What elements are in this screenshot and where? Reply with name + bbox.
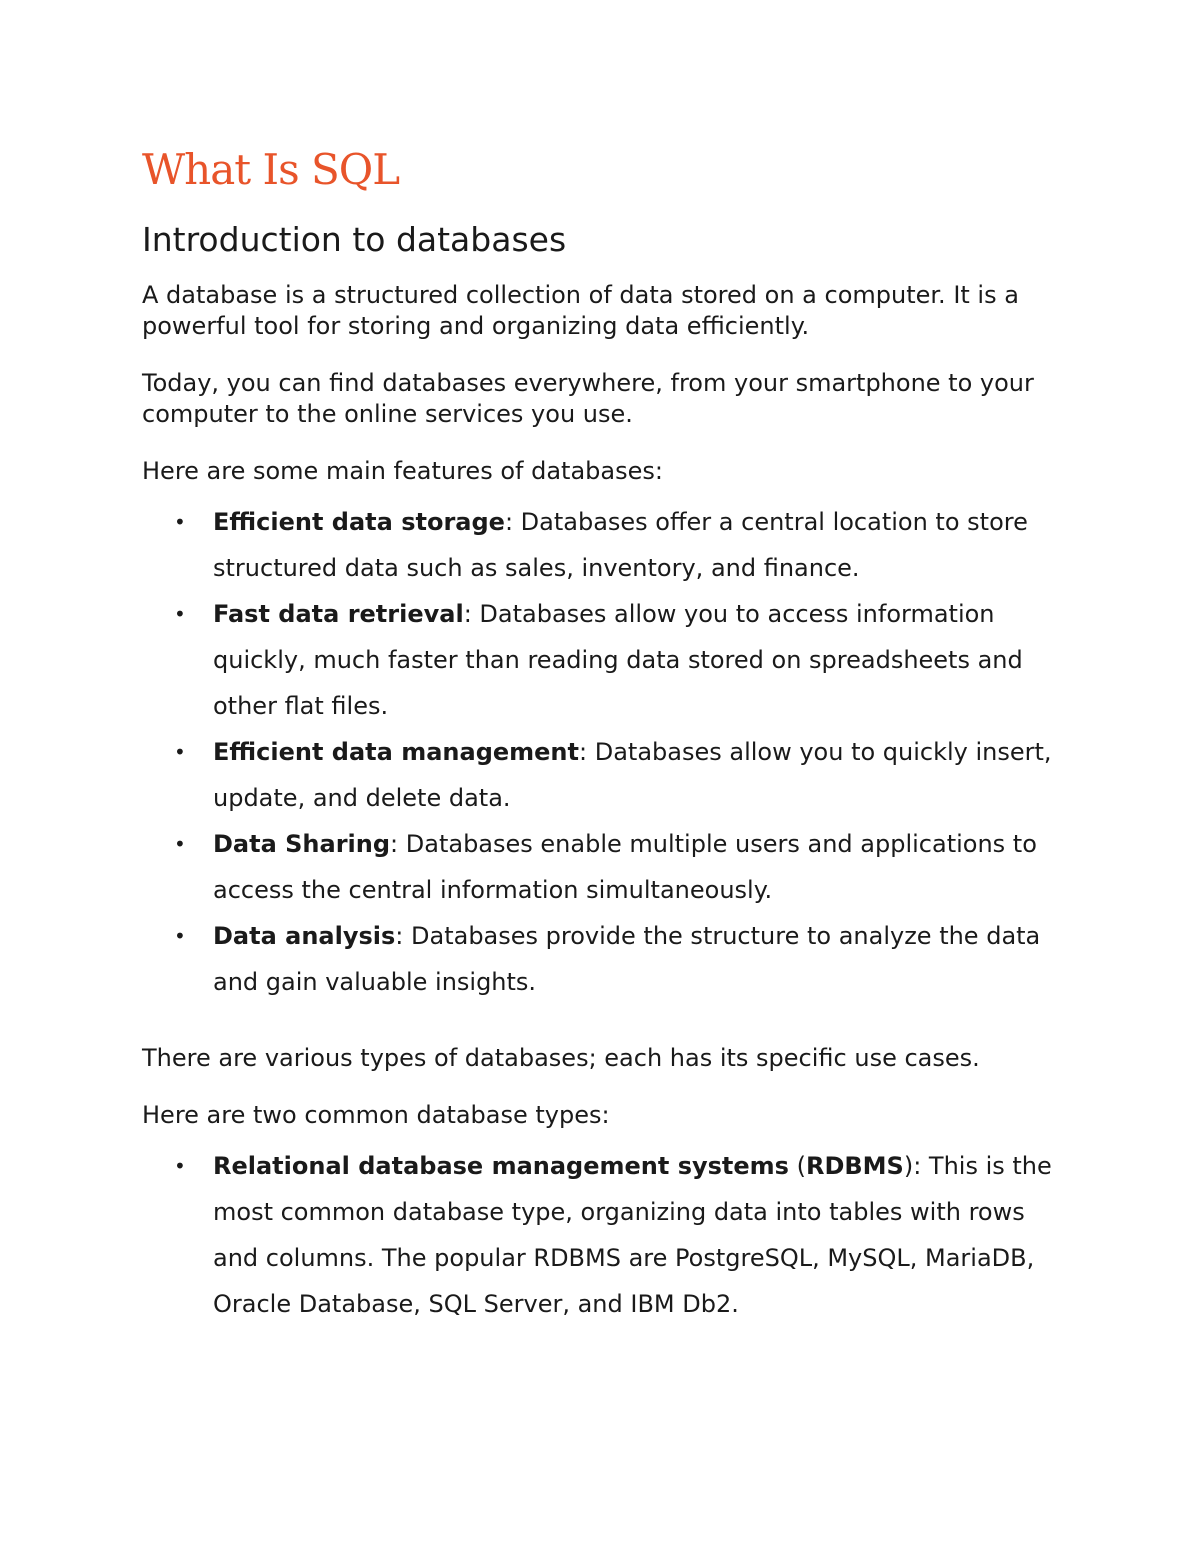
- list-item: [142, 729, 1072, 821]
- feature-text: : Databases offer a central location to store structured data such as sales, inventory, and finance.: [213, 508, 1028, 582]
- feature-text: : Databases provide the structure to analyze the data and gain valuable insights.: [213, 922, 1041, 996]
- feature-text: : Databases allow you to quickly insert, update, and delete data.: [213, 738, 1052, 812]
- list-item: [142, 913, 1072, 1005]
- types-lead: Here are two common database types:: [142, 1101, 610, 1129]
- list-item: [142, 499, 1072, 591]
- type-abbr: RDBMS: [805, 1152, 904, 1180]
- features-lead: Here are some main features of databases:: [142, 457, 663, 485]
- type-term: Relational database management systems: [213, 1152, 789, 1180]
- bullet-icon: •: [174, 924, 186, 948]
- list-item: [142, 821, 1072, 913]
- bullet-icon: •: [174, 832, 186, 856]
- section-heading: Introduction to databases: [142, 220, 567, 259]
- types-list: [142, 1143, 1072, 1327]
- type-text: ): This is the most common database type, organizing data into tables with rows and columns. The popular RDBMS are PostgreSQL, MySQL, MariaDB, Oracle Database, SQL Server, and IBM Db2.: [213, 1152, 1052, 1318]
- spacer: [142, 1005, 1072, 1043]
- feature-text: : Databases enable multiple users and applications to access the central information simultaneously.: [213, 830, 1037, 904]
- list-item: [142, 591, 1072, 729]
- document-page: [142, 140, 1072, 1327]
- intro-paragraph-1: A database is a structured collection of data stored on a computer. It is a powerful tool for storing and organizing data efficiently.: [142, 281, 1019, 340]
- bullet-icon: •: [174, 1154, 186, 1178]
- feature-term: Data Sharing: [213, 830, 391, 858]
- bullet-icon: •: [174, 740, 186, 764]
- list-item: [142, 1143, 1072, 1327]
- type-paren-open: (: [788, 1152, 806, 1180]
- bullet-icon: •: [174, 510, 186, 534]
- feature-term: Efficient data management: [213, 738, 579, 766]
- feature-term: Fast data retrieval: [213, 600, 464, 628]
- intro-paragraph-2: Today, you can find databases everywhere, from your smartphone to your computer to the online services you use.: [142, 369, 1034, 428]
- feature-term: Data analysis: [213, 922, 396, 950]
- page-title: What Is SQL: [142, 145, 400, 194]
- features-list: [142, 499, 1072, 1005]
- feature-text: : Databases allow you to access information quickly, much faster than reading data stored on spreadsheets and other flat files.: [213, 600, 1023, 720]
- bullet-icon: •: [174, 602, 186, 626]
- feature-term: Efficient data storage: [213, 508, 505, 536]
- types-paragraph: There are various types of databases; each has its specific use cases.: [142, 1044, 980, 1072]
